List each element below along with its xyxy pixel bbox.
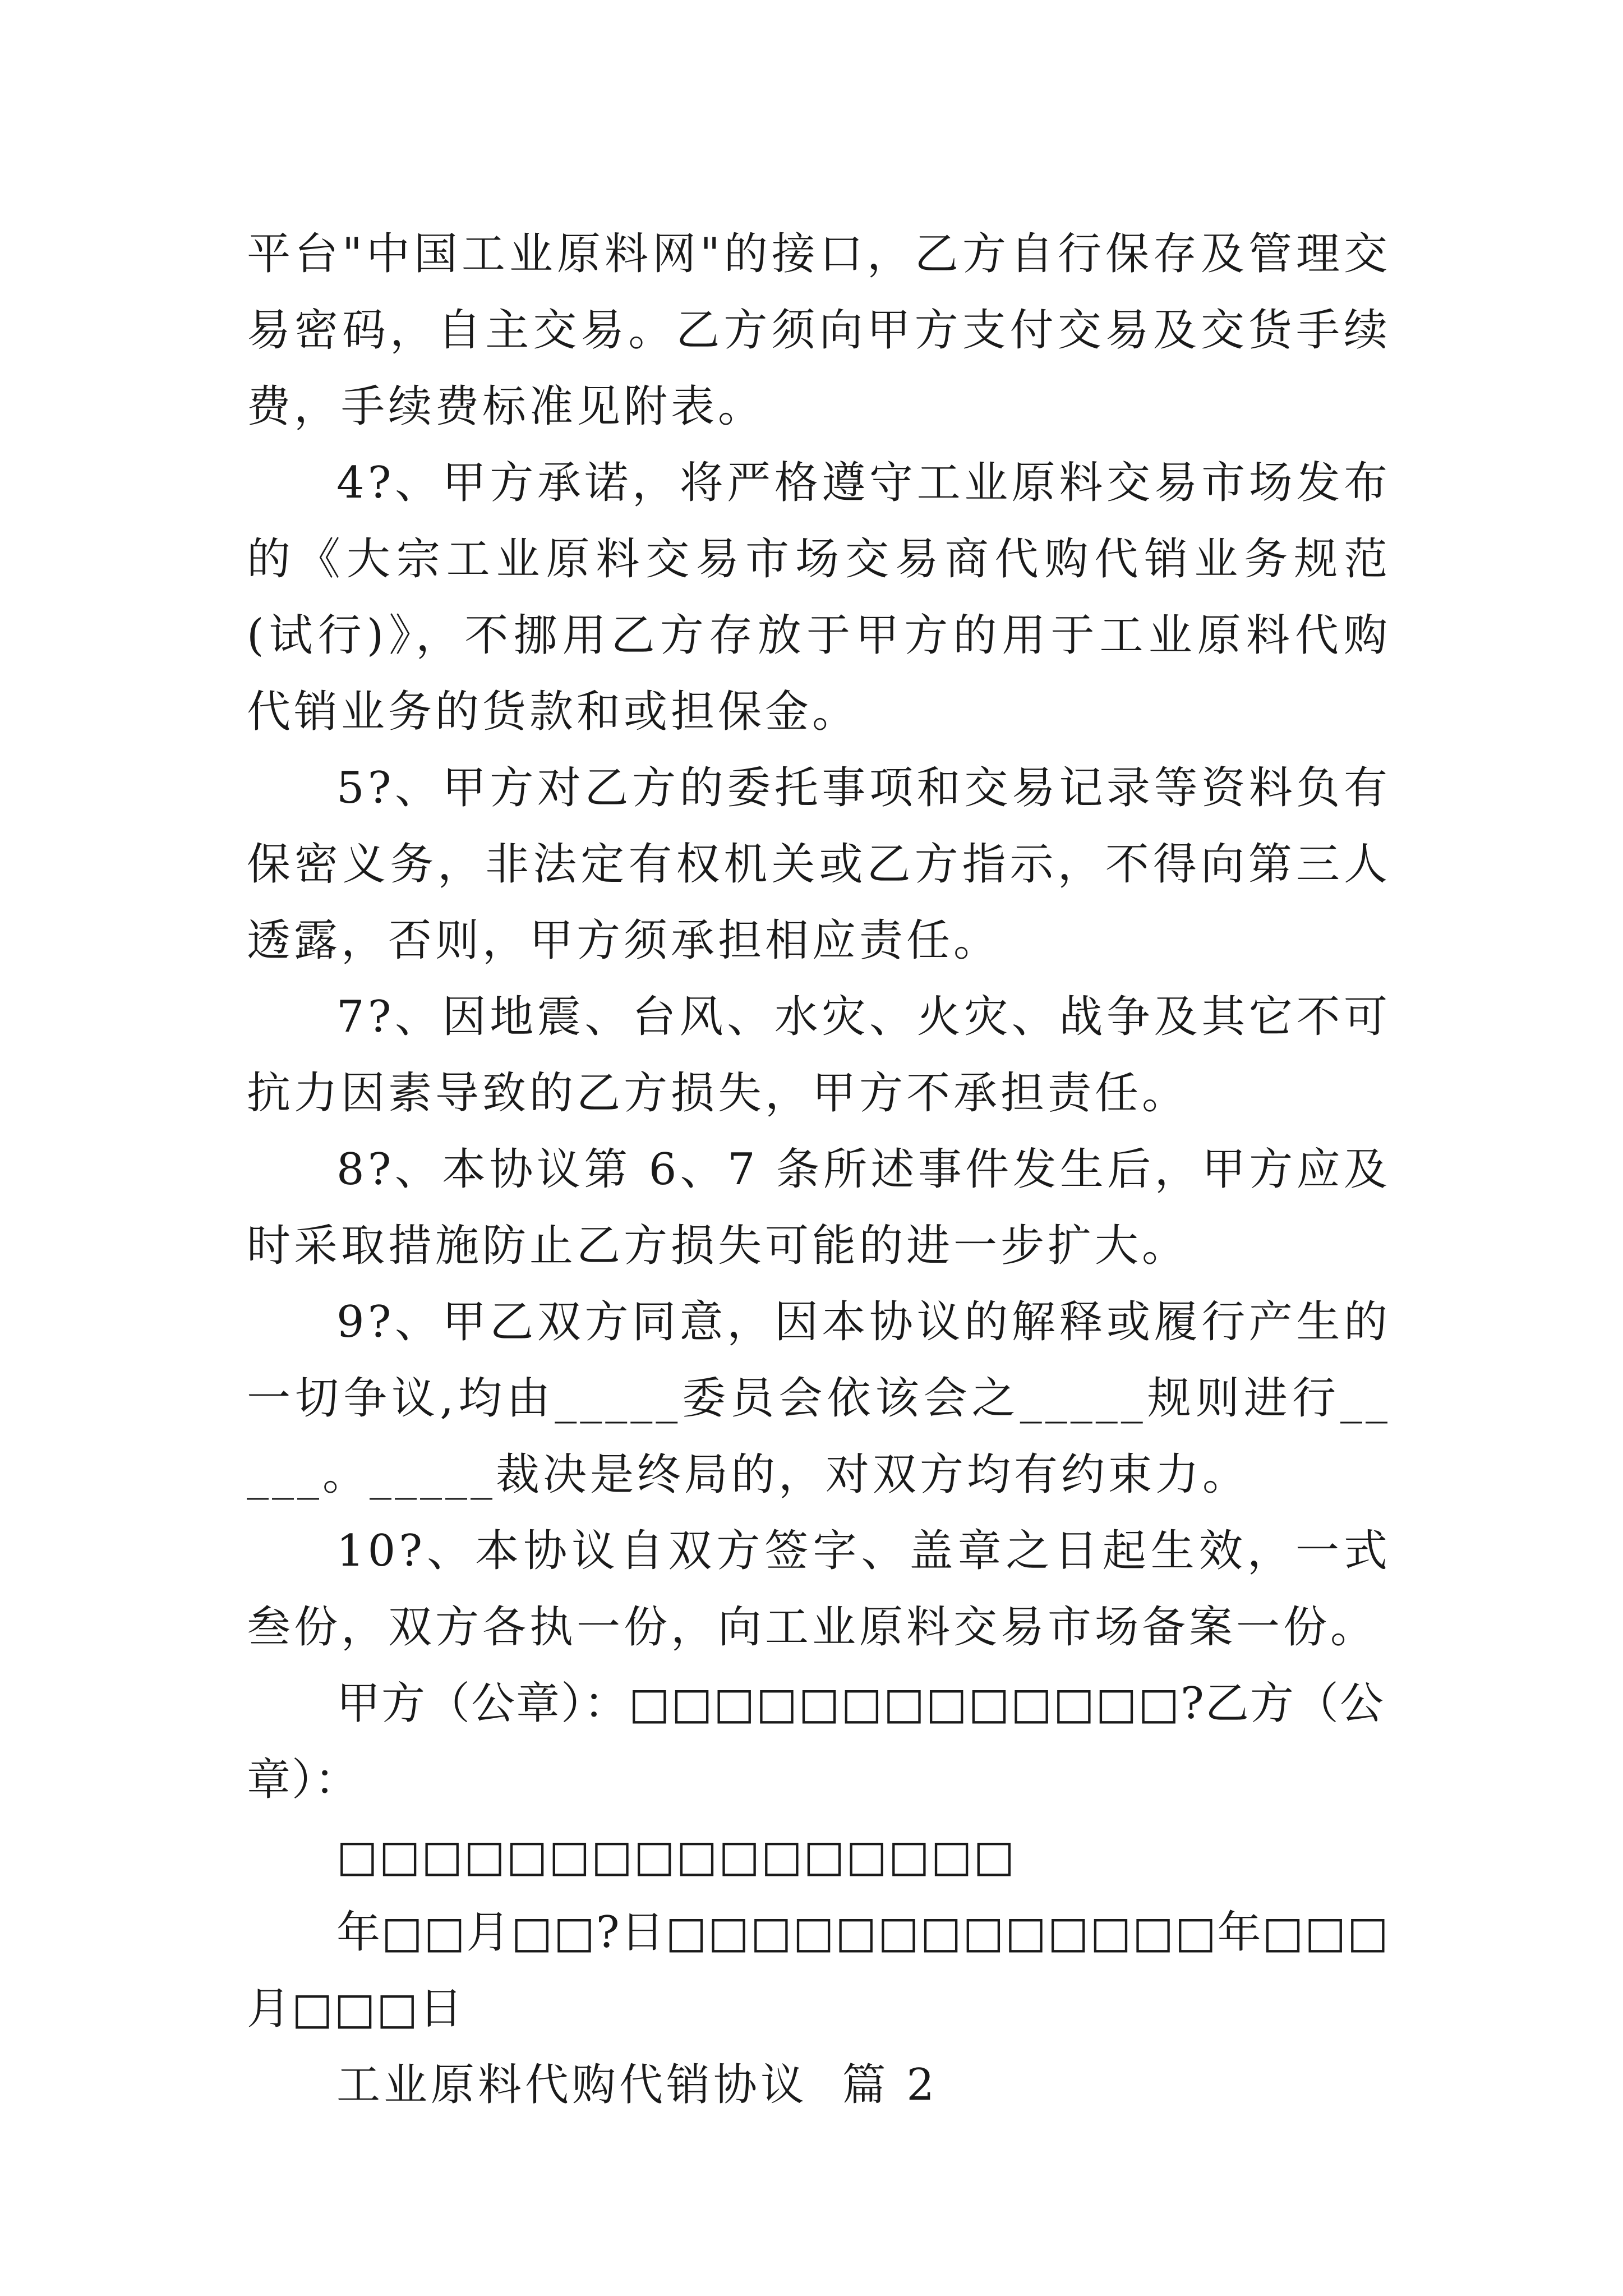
signature-date-line: 年□□月□□?日□□□□□□□□□□□□□年□□□月□□□日 <box>247 1907 1390 2034</box>
clause-7: 7?、因地震、台风、水灾、火灾、战争及其它不可抗力因素导致的乙方损失，甲方不承担责任。 <box>247 992 1391 1119</box>
clause-8: 8?、本协议第 6、7 条所述事件发生后，甲方应及时采取措施防止乙方损失可能的进一步扩大。 <box>247 1144 1391 1271</box>
paragraph-continued: 平台"中国工业原料网"的接口，乙方自行保存及管理交易密码，自主交易。乙方须向甲方支付交易及交货手续费，手续费标准见附表。 <box>247 229 1391 432</box>
clause-9: 9?、甲乙双方同意，因本协议的解释或履行产生的一切争议,均由_____委员会依该会之_____规则进行_____。_____裁决是终局的，对双方均有约束力。 <box>247 1297 1391 1500</box>
document-body <box>247 216 1391 2123</box>
section-title-part-2: 工业原料代购代销协议 篇 2 <box>336 2060 938 2110</box>
clause-4: 4?、甲方承诺，将严格遵守工业原料交易市场发布的《大宗工业原料交易市场交易商代购代销业务规范(试行)》，不挪用乙方存放于甲方的用于工业原料代购代销业务的货款和或担保金。 <box>247 458 1391 737</box>
signature-blank-line: □□□□□□□□□□□□□□□□ <box>336 1831 1016 1881</box>
clause-5: 5?、甲方对乙方的委托事项和交易记录等资料负有保密义务，非法定有权机关或乙方指示，不得向第三人透露，否则，甲方须承担相应责任。 <box>247 763 1391 966</box>
clause-10: 10?、本协议自双方签字、盖章之日起生效，一式叁份，双方各执一份，向工业原料交易市场备案一份。 <box>247 1526 1391 1653</box>
signature-party-line: 甲方（公章）：□□□□□□□□□□□□□?乙方（公章）： <box>247 1678 1385 1805</box>
